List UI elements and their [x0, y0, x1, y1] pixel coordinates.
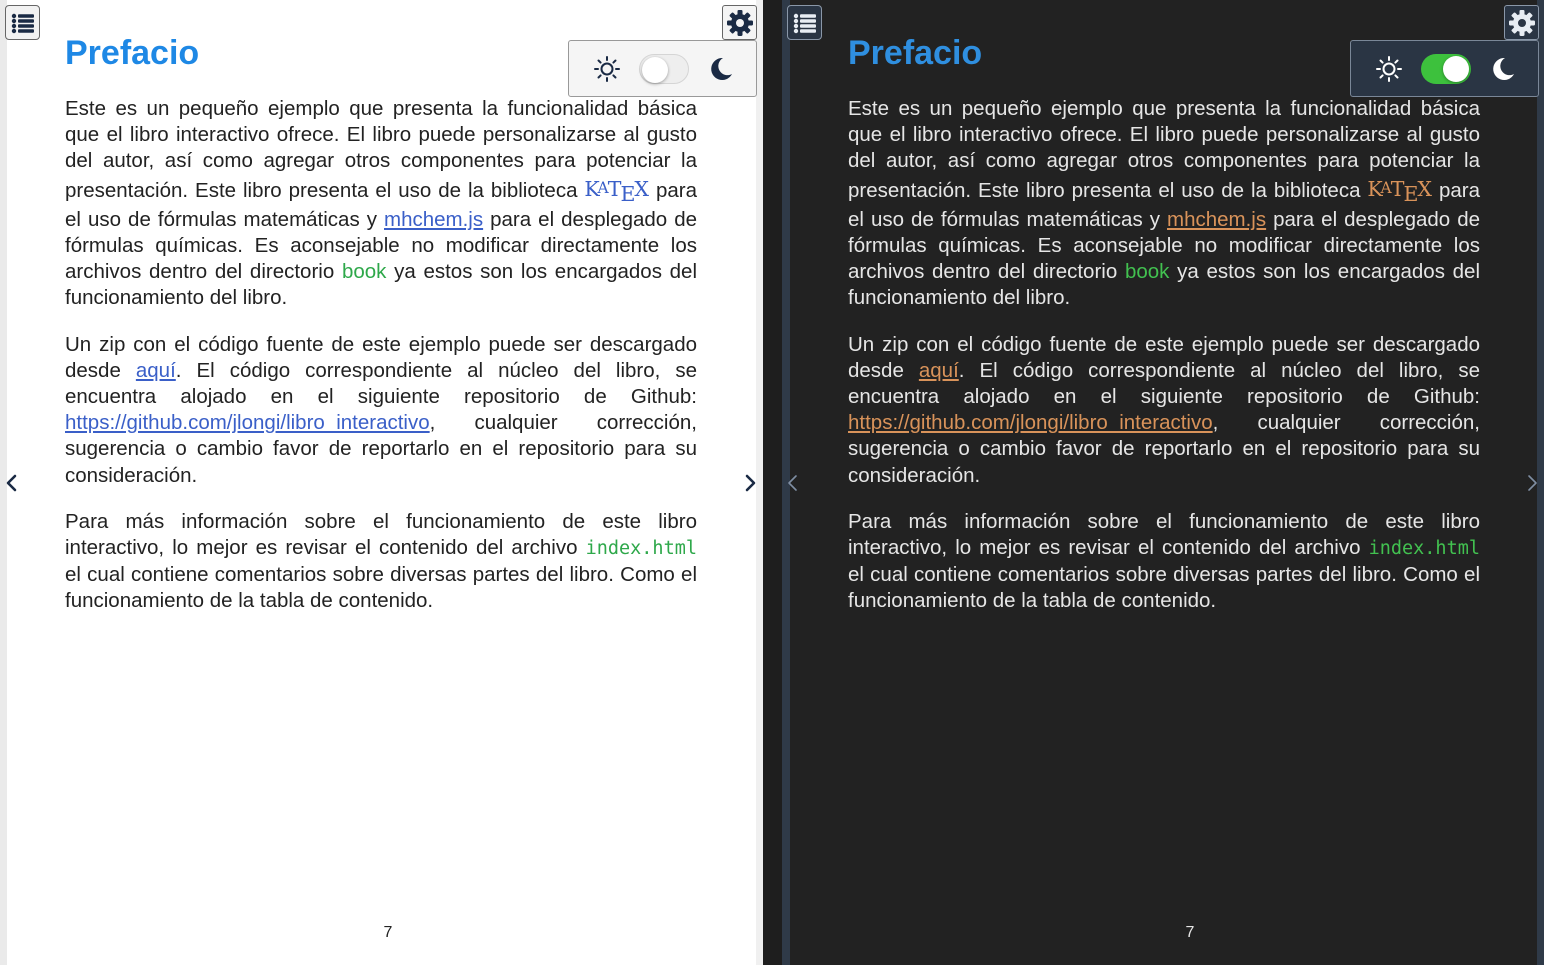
page-content: [65, 96, 697, 635]
book-directory-label: book: [1124, 260, 1170, 284]
dark-view-panel: [763, 0, 1544, 965]
mhchem-link[interactable]: mhchem.js: [384, 207, 484, 231]
index-file-label: index.html: [1368, 537, 1480, 559]
github-repo-link[interactable]: https://github.com/jlongi/libro_interactivo: [65, 411, 430, 435]
gear-icon: [726, 9, 754, 37]
index-file-label: index.html: [585, 537, 697, 559]
mhchem-link[interactable]: mhchem.js: [1167, 207, 1267, 231]
theme-switcher: [1350, 40, 1539, 97]
sun-icon: [593, 55, 621, 83]
chevron-left-icon: [785, 473, 799, 493]
moon-icon: [706, 55, 734, 83]
gear-icon: [1508, 9, 1536, 37]
page-number: 7: [383, 924, 393, 941]
light-view-panel: [0, 0, 763, 965]
list-icon: [793, 12, 817, 34]
next-page-button[interactable]: [1524, 470, 1542, 496]
github-repo-link[interactable]: https://github.com/jlongi/libro_interactivo: [848, 411, 1213, 435]
chevron-left-icon: [4, 473, 18, 493]
moon-icon: [1488, 55, 1516, 83]
prev-page-button[interactable]: [783, 470, 801, 496]
paragraph-download: Un zip con el código fuente de este ejemplo puede ser descargado desde aquí. El código correspondiente al núcleo del libro, se encuentra alojado en el siguiente repositorio de Github: https://github.com/jlongi/libro_interactivo, cualquier corrección, sugerencia o cambio favor de reportarlo en el repositorio para su consideración.: [65, 332, 697, 487]
page-content: [848, 96, 1480, 635]
download-link[interactable]: aquí: [135, 358, 176, 382]
katex-logo[interactable]: KATEX: [584, 177, 650, 206]
toc-button[interactable]: [787, 5, 822, 40]
book-directory-label: book: [341, 260, 387, 284]
sun-icon: [1375, 55, 1403, 83]
list-icon: [11, 12, 35, 34]
theme-switcher: [568, 40, 757, 97]
paragraph-intro: Este es un pequeño ejemplo que presenta la funcionalidad básica que el libro interactivo ofrece. El libro puede personalizarse al gusto del autor, así como agregar otros componentes para potenciar la presentación. Este libro presenta el uso de la biblioteca KATEX para el uso de fórmulas matemáticas y mhchem.js para el desplegado de fórmulas químicas. Es aconsejable no modificar directamente los archivos dentro del directorio book ya estos son los encargados del funcionamiento del libro.: [848, 97, 1480, 310]
page-number: 7: [1185, 924, 1195, 941]
paragraph-more-info: Para más información sobre el funcionamiento de este libro interactivo, lo mejor es revisar el contenido del archivo index.html el cual contiene comentarios sobre diversas partes del libro. Como el funcionamiento de la tabla de contenido.: [65, 509, 697, 613]
page-title: Prefacio: [848, 34, 983, 72]
paragraph-download: Un zip con el código fuente de este ejemplo puede ser descargado desde aquí. El código correspondiente al núcleo del libro, se encuentra alojado en el siguiente repositorio de Github: https://github.com/jlongi/libro_interactivo, cualquier corrección, sugerencia o cambio favor de reportarlo en el repositorio para su consideración.: [848, 332, 1480, 487]
book-page: [790, 0, 1539, 965]
settings-button[interactable]: [722, 5, 757, 40]
chevron-right-icon: [1526, 473, 1540, 493]
toggle-knob: [1443, 56, 1469, 82]
page-title: Prefacio: [65, 34, 200, 72]
toc-button[interactable]: [5, 5, 40, 40]
katex-logo[interactable]: KATEX: [1367, 177, 1433, 206]
chevron-right-icon: [744, 473, 758, 493]
toggle-knob: [642, 57, 668, 83]
paragraph-intro: Este es un pequeño ejemplo que presenta la funcionalidad básica que el libro interactivo ofrece. El libro puede personalizarse al gusto del autor, así como agregar otros componentes para potenciar la presentación. Este libro presenta el uso de la biblioteca KATEX para el uso de fórmulas matemáticas y mhchem.js para el desplegado de fórmulas químicas. Es aconsejable no modificar directamente los archivos dentro del directorio book ya estos son los encargados del funcionamiento del libro.: [65, 97, 697, 310]
prev-page-button[interactable]: [2, 470, 20, 496]
dark-mode-toggle[interactable]: [1421, 54, 1471, 84]
book-page: [7, 0, 756, 965]
paragraph-more-info: Para más información sobre el funcionamiento de este libro interactivo, lo mejor es revisar el contenido del archivo index.html el cual contiene comentarios sobre diversas partes del libro. Como el funcionamiento de la tabla de contenido.: [848, 509, 1480, 613]
dark-mode-toggle[interactable]: [639, 54, 689, 84]
download-link[interactable]: aquí: [918, 358, 959, 382]
next-page-button[interactable]: [742, 470, 760, 496]
settings-button[interactable]: [1504, 5, 1539, 40]
